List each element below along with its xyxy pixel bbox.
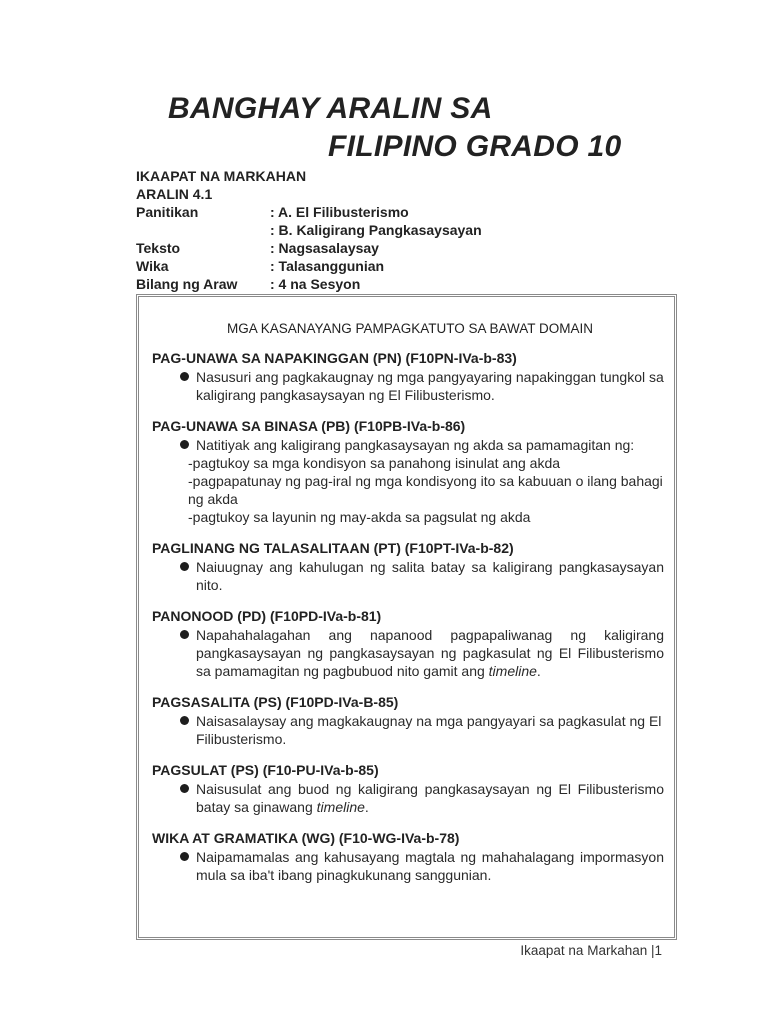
competency-text: Nasusuri ang pagkakaugnay ng mga pangyayaring napakinggan tungkol sa kaligirang pangkasaysayan ng El Filibusterismo. [196,369,664,403]
meta-label [136,221,270,239]
section-pn [152,349,664,404]
meta-value: : B. Kaligirang Pangkasaysayan [270,222,482,238]
meta-label: Bilang ng Araw [136,276,238,292]
sub-item: -pagtukoy sa mga kondisyon sa panahong isinulat ang akda [188,455,561,471]
section-title: PAG-UNAWA SA NAPAKINGGAN (PN) (F10PN-IVa-b-83) [152,350,517,366]
bullet-icon [180,630,189,639]
competency-emphasis: timeline [488,663,537,679]
competency-item [152,368,664,404]
competency-item [152,712,664,748]
section-title: WIKA AT GRAMATIKA (WG) (F10-WG-IVa-b-78) [152,830,460,846]
section-title: PANONOOD (PD) (F10PD-IVa-b-81) [152,608,382,624]
meta-row-bilang [136,275,482,293]
competency-item: Napahahalagahan ang napanood pagpapaliwanag ng kaligirang pangkasaysayan ng pangkasaysayan ng pagkasulat ng El Filibusterismo sa pamamagitan ng pagbubuod nito gamit ang timeline. [152,626,664,680]
meta-row-wika [136,257,482,275]
competency-text: Naisusulat ang buod ng kaligirang pangkasaysayan ng El Filibusterismo batay sa ginawang [196,781,664,815]
meta-label: Teksto [136,240,181,256]
competency-text: Napahahalagahan ang napanood pagpapaliwanag ng kaligirang pangkasaysayan ng pangkasaysayan ng pagkasulat ng El Filibusterismo sa pamamagitan ng pagbubuod nito gamit ang [196,627,664,679]
competency-item [152,436,664,454]
bullet-icon [180,440,189,449]
meta-label: Panitikan [136,204,199,220]
meta-row-panitikan [136,203,482,221]
competency-emphasis: timeline [316,799,365,815]
section-pt [152,539,664,594]
meta-value: : Talasanggunian [270,258,385,274]
section-pb [152,417,664,526]
footer-text: Ikaapat na Markahan | [520,943,655,958]
section-title: PAGSASALITA (PS) (F10PD-IVa-B-85) [152,694,399,710]
competency-item [152,848,664,884]
competencies-box [136,294,677,940]
title-line-2: FILIPINO GRADO 10 [328,130,622,163]
competency-text: Naisasalaysay ang magkakaugnay na mga pangyayari sa pagkasulat ng El Filibusterismo. [196,713,662,747]
section-pagsulat [152,761,664,816]
bullet-icon [180,852,189,861]
section-title: PAG-UNAWA SA BINASA (PB) (F10PB-IVa-b-86) [152,418,466,434]
bullet-icon [180,372,189,381]
page-footer [520,943,662,958]
meta-label: Wika [136,258,169,274]
page-number: 1 [654,943,662,958]
title-line-1: BANGHAY ARALIN SA [168,92,493,125]
lesson-meta [136,167,482,293]
competency-item [152,558,664,594]
sub-item: -pagpapatunay ng pag-iral ng mga kondisyong ito sa kabuuan o ilang bahagi ng akda [188,473,663,507]
section-wg [152,829,664,884]
section-ps [152,693,664,748]
bullet-icon [180,562,189,571]
section-title: PAGSULAT (PS) (F10-PU-IVa-b-85) [152,762,379,778]
meta-row-panitikan-b [136,221,482,239]
competency-text: Naipamamalas ang kahusayang magtala ng mahahalagang impormasyon mula sa iba't ibang pinagkukunang sanggunian. [196,849,664,883]
competency-text: Natitiyak ang kaligirang pangkasaysayan ng akda sa pamamagitan ng: [196,437,635,453]
sub-item: -pagtukoy sa layunin ng may-akda sa pagsulat ng akda [188,509,531,525]
meta-value: : 4 na Sesyon [270,276,361,292]
meta-row-teksto [136,239,482,257]
bullet-icon [180,784,189,793]
competency-item: Naisusulat ang buod ng kaligirang pangkasaysayan ng El Filibusterismo batay sa ginawang timeline. [152,780,664,816]
meta-value: : Nagsasalaysay [270,240,379,256]
box-heading: MGA KASANAYANG PAMPAGKATUTO SA BAWAT DOMAIN [226,321,594,336]
quarter-label: IKAAPAT NA MARKAHAN [136,168,307,184]
section-title: PAGLINANG NG TALASALITAAN (PT) (F10PT-IVa-b-82) [152,540,514,556]
section-pd [152,607,664,680]
meta-value: : A. El Filibusterismo [270,204,409,220]
competency-text: Naiuugnay ang kahulugan ng salita batay sa kaligirang pangkasaysayan nito. [196,559,664,593]
bullet-icon [180,716,189,725]
lesson-number: ARALIN 4.1 [136,186,213,202]
